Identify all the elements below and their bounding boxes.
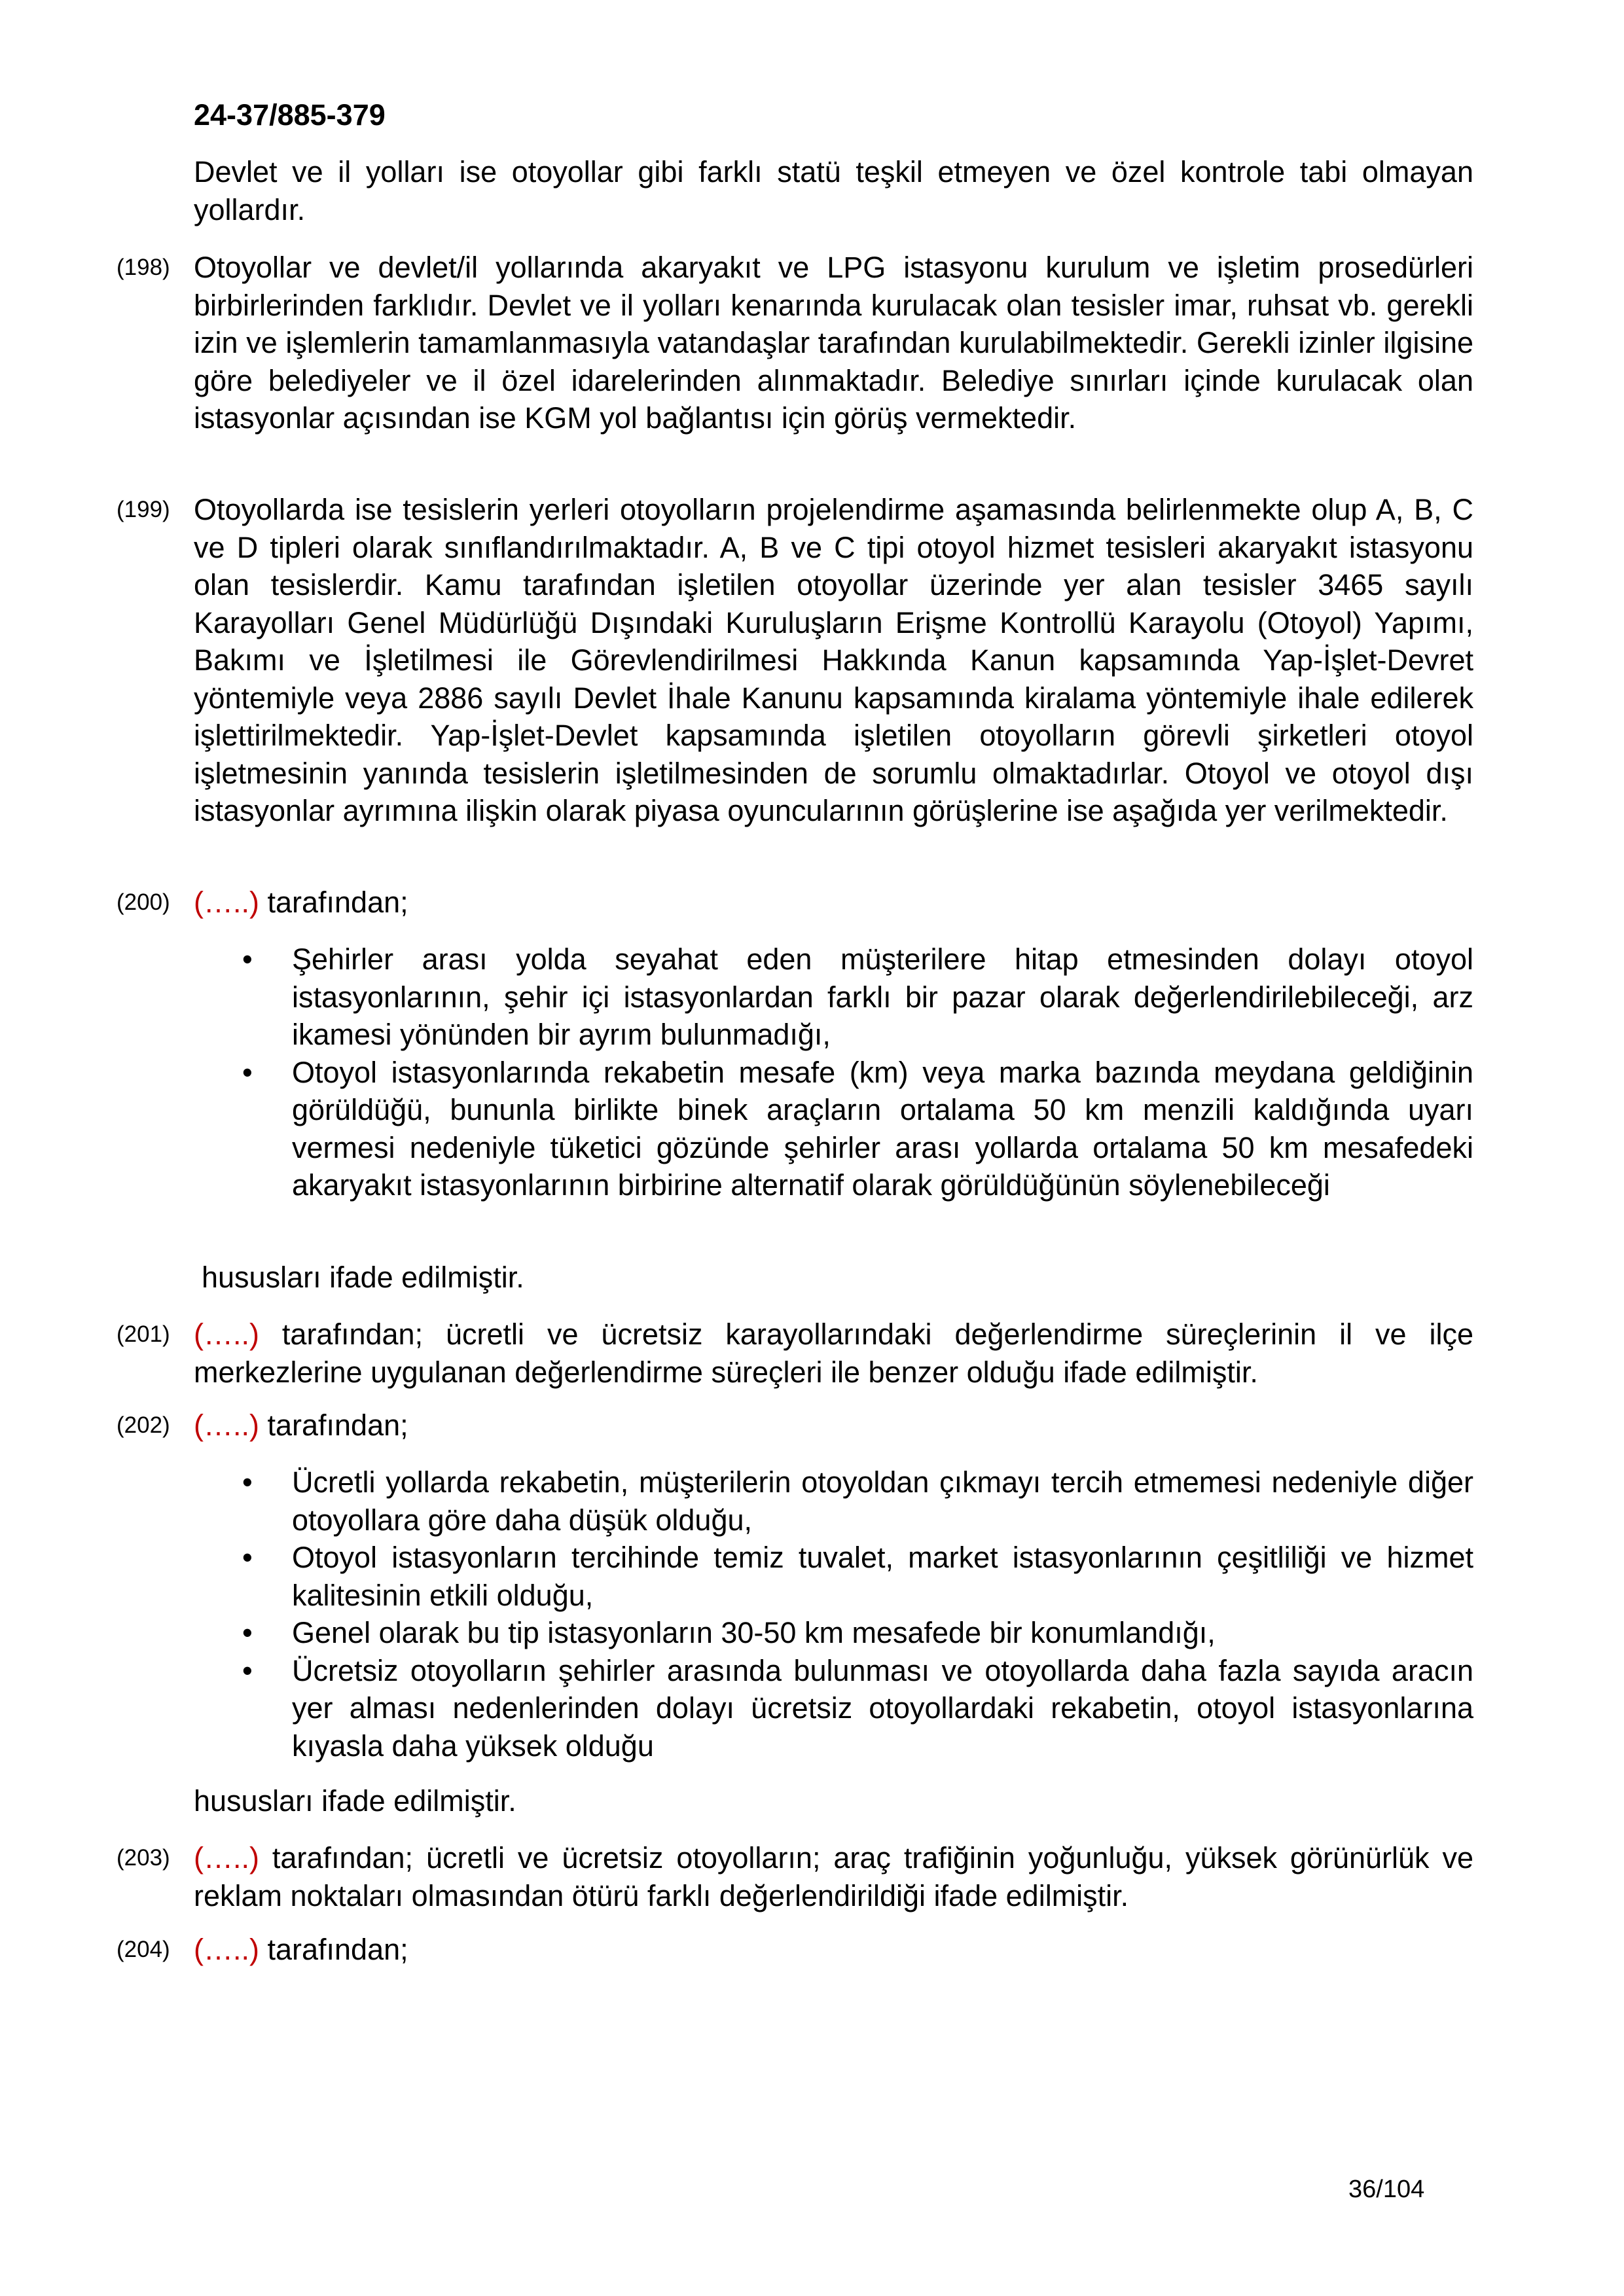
page-number: 36/104 xyxy=(1348,2176,1425,2203)
paragraph-200-intro xyxy=(194,884,1473,922)
list-item: • Şehirler arası yolda seyahat eden müşterilere hitap etmesinden dolayı otoyol istasyonlarının, şehir içi istasyonlardan farklı bir pazar olarak değerlendirilebileceği, arz ikamesi yönünden bir ayrım bulunmadığı, xyxy=(242,941,1473,1054)
paragraph-198: Otoyollar ve devlet/il yollarında akaryakıt ve LPG istasyonu kurulum ve işletim prosedürleri birbirlerinden farklıdır. Devlet ve il yolları kenarında kurulacak olan tesisler imar, ruhsat vb. gerekli izin ve işlemlerin tamamlanmasıyla vatandaşlar tarafından kurulabilmektedir. Gerekli izinler ilgisine göre belediyeler ve il özel idarelerinden alınmaktadır. Belediye sınırları içinde kurulacak olan istasyonlar açısından ise KGM yol bağlantısı için görüş vermektedir. xyxy=(194,251,1473,435)
paragraph-number-199: (199) xyxy=(117,497,170,522)
paragraph-203-text: tarafından; ücretli ve ücretsiz otoyolların; araç trafiğinin yoğunluğu, yüksek görünürlük ve reklam noktaları olmasından ötürü farklı değerlendirildiği ifade edilmiştir. xyxy=(194,1841,1473,1912)
paragraph-199: Otoyollarda ise tesislerin yerleri otoyolların projelendirme aşamasında belirlenmekte olup A, B, C ve D tipleri olarak sınıflandırılmaktadır. A, B ve C tipi otoyol hizmet tesisleri akaryakıt istasyonu olan tesislerdir. Kamu tarafından işletilen otoyollar üzerinde yer alan tesisler 3465 sayılı Karayolları Genel Müdürlüğü Dışındaki Kuruluşların Erişme Kontrollü Karayolu (Otoyol) Yapımı, Bakımı ve İşletilmesi ile Görevlendirilmesi Hakkında Kanun kapsamında Yap-İşlet-Devret yöntemiyle veya 2886 sayılı Devlet İhale Kanunu kapsamında kiralama yöntemiyle ihale edilerek işlettirilmektedir. Yap-İşlet-Devlet kapsamında işletilen otoyolların görevli şirketleri otoyol işletmesinin yanında tesislerin işletilmesinden de sorumlu olmaktadırlar. Otoyol ve otoyol dışı istasyonlar ayrımına ilişkin olarak piyasa oyuncularının görüşlerine ise aşağıda yer verilmektedir. xyxy=(194,493,1473,827)
paragraph-200-lead: tarafından; xyxy=(259,886,408,919)
list-item: • Ücretsiz otoyolların şehirler arasında bulunması ve otoyollarda daha fazla sayıda aracın yer alması nedenlerinden dolayı ücretsiz otoyollardaki rekabetin, otoyol istasyonlarına kıyasla daha yüksek olduğu xyxy=(242,1652,1473,1765)
redacted-party: (…..) xyxy=(194,1933,259,1966)
paragraph-202-lead: tarafından; xyxy=(259,1408,408,1442)
list-item: • Genel olarak bu tip istasyonların 30-50 km mesafede bir konumlandığı, xyxy=(242,1614,1473,1652)
intro-paragraph: Devlet ve il yolları ise otoyollar gibi farklı statü teşkil etmeyen ve özel kontrole tabi olmayan yollardır. xyxy=(194,155,1473,226)
paragraph-203 xyxy=(194,1839,1473,1914)
redacted-party: (…..) xyxy=(194,886,259,919)
list-item: • Ücretli yollarda rekabetin, müşterilerin otoyoldan çıkmayı tercih etmemesi nedeniyle diğer otoyollara göre daha düşük olduğu, xyxy=(242,1463,1473,1539)
list-item: • Otoyol istasyonlarında rekabetin mesafe (km) veya marka bazında meydana geldiğinin görüldüğü, bununla birlikte binek araçların ortalama 50 km menzili kaldığında uyarı vermesi nedeniyle tüketici gözünde şehirler arası yollarda ortalama 50 km mesafedeki akaryakıt istasyonlarının birbirine alternatif olarak görüldüğünün söylenebileceği xyxy=(242,1054,1473,1204)
paragraph-200-closing: hususları ifade edilmiştir. xyxy=(202,1261,524,1294)
paragraph-number-204: (204) xyxy=(117,1937,170,1962)
paragraph-201 xyxy=(194,1316,1473,1391)
paragraph-202-bullets xyxy=(242,1463,1473,1765)
paragraph-number-200: (200) xyxy=(117,889,170,915)
paragraph-number-201: (201) xyxy=(117,1321,170,1347)
paragraph-200-bullets xyxy=(242,941,1473,1204)
paragraph-201-text: tarafından; ücretli ve ücretsiz karayollarındaki değerlendirme süreçlerinin il ve ilçe merkezlerine uygulanan değerlendirme süreçleri ile benzer olduğu ifade edilmiştir. xyxy=(194,1318,1473,1389)
document-number: 24-37/885-379 xyxy=(194,98,386,132)
redacted-party: (…..) xyxy=(194,1841,259,1874)
redacted-party: (…..) xyxy=(194,1318,259,1351)
paragraph-204-text: tarafından; xyxy=(259,1933,408,1966)
paragraph-number-203: (203) xyxy=(117,1845,170,1871)
list-item: • Otoyol istasyonların tercihinde temiz tuvalet, market istasyonlarının çeşitliliği ve hizmet kalitesinin etkili olduğu, xyxy=(242,1539,1473,1614)
paragraph-202-intro xyxy=(194,1407,1473,1444)
paragraph-202-closing: hususları ifade edilmiştir. xyxy=(194,1784,516,1818)
paragraph-number-202: (202) xyxy=(117,1412,170,1438)
redacted-party: (…..) xyxy=(194,1408,259,1442)
paragraph-number-198: (198) xyxy=(117,255,170,280)
paragraph-204 xyxy=(194,1931,1473,1969)
